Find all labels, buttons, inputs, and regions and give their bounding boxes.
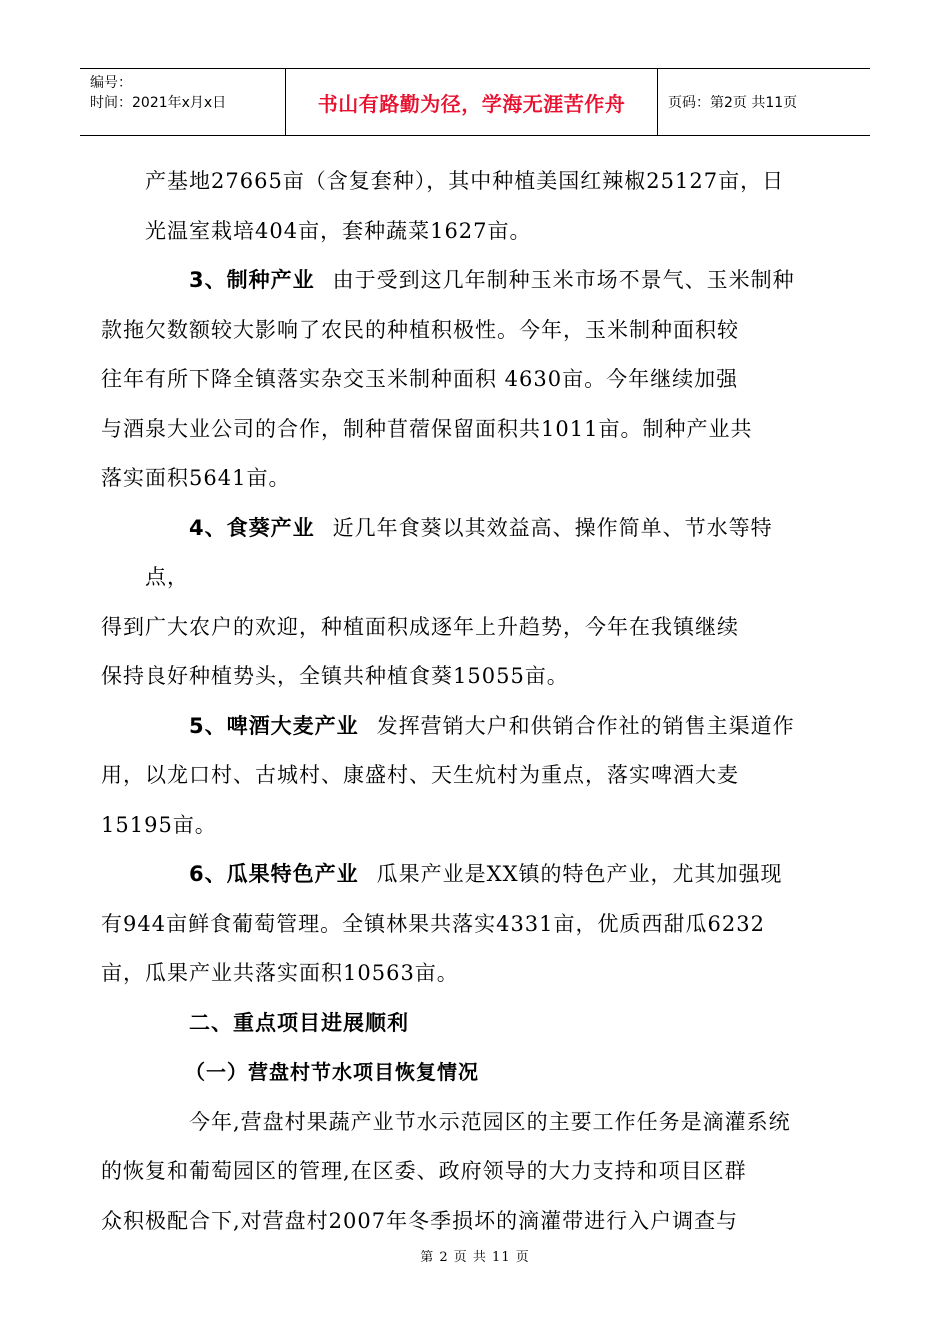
text-line: 的恢复和葡萄园区的管理,在区委、政府领导的大力支持和项目区群 [101,1159,747,1183]
text-line: 有944亩鲜食葡萄管理。全镇林果共落实4331亩，优质西甜瓜6232 [101,911,765,936]
header-motto: 书山有路勤为径，学海无涯苦作舟 [285,69,658,135]
text-line: 得到广大农户的欢迎，种植面积成逐年上升趋势，今年在我镇继续 [101,614,739,639]
paragraph-intro [145,157,815,256]
text-line: 15195亩。 [101,812,217,837]
text-line: 用，以龙口村、古城村、康盛村、天生炕村为重点，落实啤酒大麦 [101,763,739,787]
text-line: 与酒泉大业公司的合作，制种苜蓿保留面积共1011亩。制种产业共 [101,416,753,441]
document-body [101,157,815,1246]
text-line: 落实面积5641亩。 [101,466,291,490]
heading-level-3: （一）营盘村节水项目恢复情况 [185,1060,479,1084]
text-line: 由于受到这几年制种玉米市场不景气、玉米制种 [332,268,795,292]
section-title: 3、制种产业 [189,268,315,292]
text-line: 保持良好种植势头，全镇共种植食葵15055亩。 [101,664,569,688]
text-line: 众积极配合下,对营盘村2007年冬季损坏的滴灌带进行入户调查与 [101,1208,739,1233]
document-number-label: 编号： [90,75,132,91]
section-title: 5、啤酒大麦产业 [189,713,359,738]
text-line: 产基地27665亩（含复套种），其中种植美国红辣椒25127亩，日 [145,169,785,193]
page-footer: 第 2 页 共 11 页 [420,1250,530,1265]
document-date: 时间：2021年x月x日 [90,95,227,111]
header-page-info: 页码：第2页 共11页 [668,95,798,111]
page-header [80,68,870,136]
section-title: 6、瓜果特色产业 [189,862,359,886]
section-title: 4、食葵产业 [189,515,315,540]
section-sunflower-industry [101,504,815,702]
text-line: 亩，瓜果产业共落实面积10563亩。 [101,961,459,985]
section-seed-industry [101,256,815,504]
header-meta [80,69,285,135]
text-line: 款拖欠数额较大影响了农民的种植积极性。今年，玉米制种面积较 [101,317,739,342]
text-line: 光温室栽培404亩，套种蔬菜1627亩。 [145,218,532,243]
text-line: 瓜果产业是XX镇的特色产业，尤其加强现 [376,862,783,886]
section-barley-industry [101,702,815,851]
text-line: 近几年食葵以其效益高、操作简单、节水等特点， [145,515,773,589]
text-line: 发挥营销大户和供销合作社的销售主渠道作 [376,713,795,738]
text-line: 往年有所下降全镇落实杂交玉米制种面积 4630亩。今年继续加强 [101,367,739,391]
paragraph-water-project [101,1098,815,1247]
text-line: 今年,营盘村果蔬产业节水示范园区的主要工作任务是滴灌系统 [189,1109,791,1134]
heading-level-2: 二、重点项目进展顺利 [189,1010,409,1035]
section-fruit-industry [101,850,815,999]
